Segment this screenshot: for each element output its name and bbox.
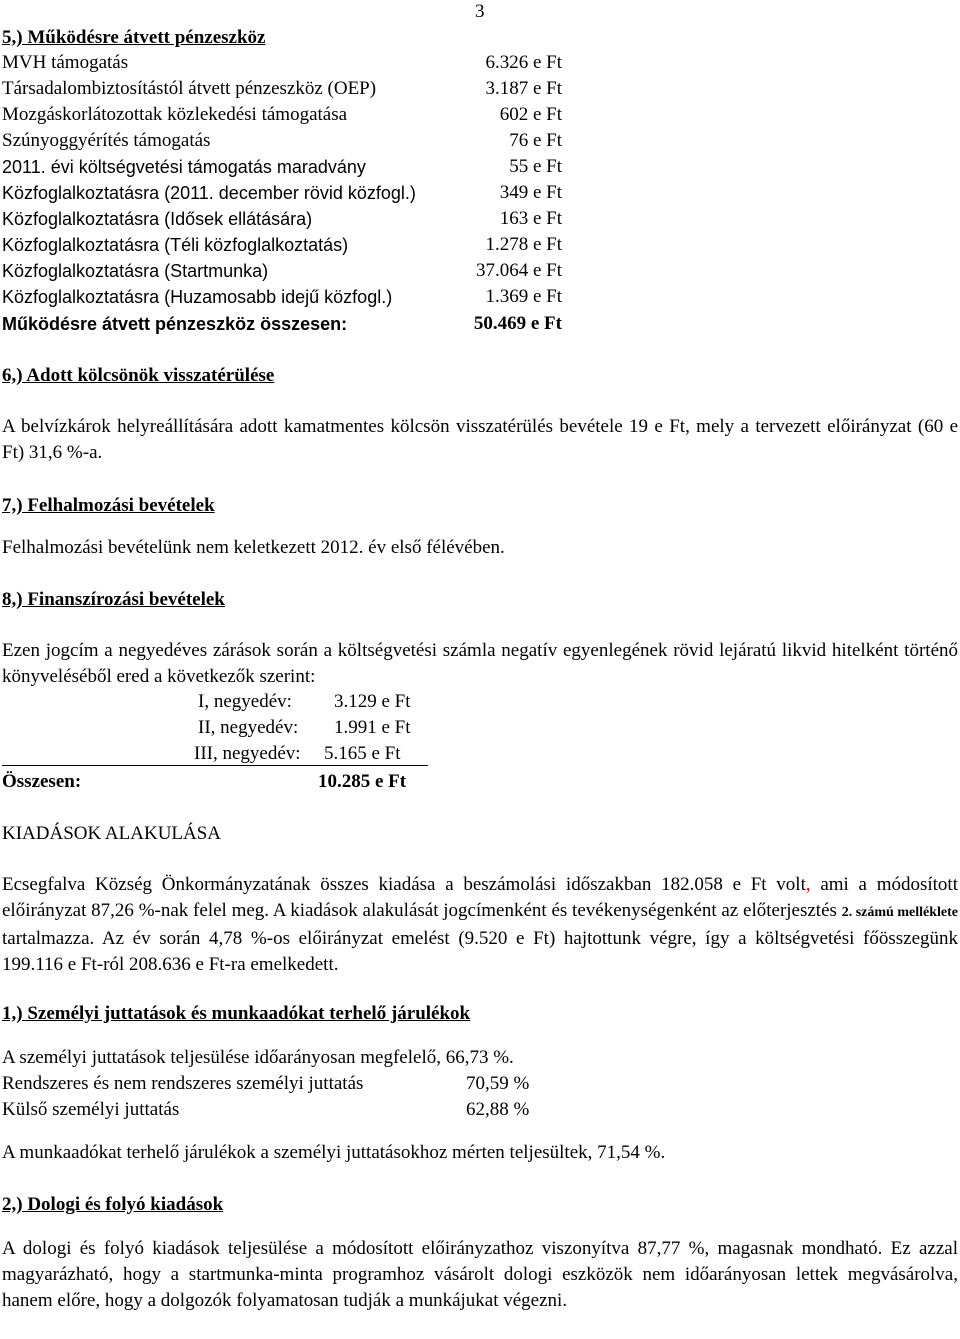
table-row bbox=[2, 102, 562, 128]
expenses-comma: , bbox=[805, 874, 811, 895]
quarter-value: 5.165 e Ft bbox=[324, 743, 401, 764]
row-label: MVH támogatás bbox=[2, 52, 129, 73]
section-8-title: 8,) Finanszírozási bevételek bbox=[2, 589, 225, 610]
quarter-label: I, negyedév: bbox=[198, 691, 292, 712]
row-label: Közfoglalkoztatásra (Téli közfoglalkoztatás) bbox=[2, 235, 349, 255]
table-row bbox=[2, 128, 562, 154]
table-row bbox=[2, 154, 562, 180]
appendix-ref: 2. számú melléklete bbox=[841, 905, 958, 920]
table-row bbox=[2, 206, 562, 232]
table-row bbox=[2, 76, 562, 102]
table-row bbox=[2, 258, 562, 284]
personnel-title: 1,) Személyi juttatások és munkaadókat terhelő járulékok bbox=[2, 1003, 471, 1024]
personnel-row-label: Rendszeres és nem rendszeres személyi juttatás bbox=[2, 1073, 364, 1094]
total-label: Működésre átvett pénzeszköz összesen: bbox=[2, 314, 348, 334]
row-label: Mozgáskorlátozottak közlekedési támogatása bbox=[2, 104, 348, 125]
material-title: 2,) Dologi és folyó kiadások bbox=[2, 1194, 224, 1215]
row-value: 1.278 e Ft bbox=[485, 234, 562, 255]
row-value: 76 e Ft bbox=[509, 130, 562, 151]
sum-divider bbox=[2, 765, 428, 766]
expenses-paragraph bbox=[2, 872, 958, 978]
table-total-row bbox=[2, 311, 562, 337]
table-row bbox=[2, 284, 562, 310]
quarter-value: 3.129 e Ft bbox=[334, 691, 411, 712]
personnel-row-value: 62,88 % bbox=[466, 1099, 530, 1120]
personnel-row-label: Külső személyi juttatás bbox=[2, 1099, 180, 1120]
section-6-title: 6,) Adott kölcsönök visszatérülése bbox=[2, 365, 275, 386]
row-value: 37.064 e Ft bbox=[475, 260, 562, 281]
section-8-text: Ezen jogcím a negyedéves zárások során a költségvetési számla negatív egyenlegének rövid lejáratú likvid hitelként történő könyveléséből ered a következők szerint: bbox=[2, 640, 958, 687]
row-label: Közfoglalkoztatásra (Huzamosabb idejű közfogl.) bbox=[2, 287, 393, 307]
section-7-title: 7,) Felhalmozási bevételek bbox=[2, 495, 215, 516]
quarter-total-label: Összesen: bbox=[2, 771, 82, 792]
personnel-line-2: A munkaadókat terhelő járulékok a személyi juttatásokhoz mérten teljesültek, 71,54 %. bbox=[2, 1142, 666, 1163]
quarter-value: 1.991 e Ft bbox=[334, 717, 411, 738]
personnel-row-value: 70,59 % bbox=[466, 1073, 530, 1094]
table-row bbox=[2, 50, 562, 76]
row-label: 2011. évi költségvetési támogatás maradvány bbox=[2, 157, 366, 177]
row-value: 3.187 e Ft bbox=[485, 78, 562, 99]
section-7-text: Felhalmozási bevételünk nem keletkezett 2012. év első félévében. bbox=[2, 537, 505, 558]
expenses-text-2: ami a módosított előirányzat 87,26 %-nak felel meg. A kiadások alakulását jogcímenként és tevékenységenként az előterjesztés bbox=[2, 874, 958, 921]
row-value: 602 e Ft bbox=[499, 104, 562, 125]
section-5-title: 5,) Működésre átvett pénzeszköz bbox=[2, 27, 266, 48]
personnel-line-1: A személyi juttatások teljesülése időarányosan megfelelő, 66,73 %. bbox=[2, 1047, 514, 1068]
quarter-label: II, negyedév: bbox=[198, 717, 299, 738]
row-label: Közfoglalkoztatásra (Startmunka) bbox=[2, 261, 269, 281]
section-6-text: A belvízkárok helyreállítására adott kamatmentes kölcsön visszatérülés bevétele 19 e Ft, mely a tervezett előirányzat (60 e Ft) 31,6 %-a. bbox=[2, 416, 958, 463]
total-value: 50.469 e Ft bbox=[473, 313, 562, 334]
expenses-text-1: Ecsegfalva Község Önkormányzatának összes kiadása a beszámolási időszakban 182.058 e Ft volt bbox=[2, 874, 806, 895]
row-label: Közfoglalkoztatásra (Idősek ellátására) bbox=[2, 209, 313, 229]
quarter-total-value: 10.285 e Ft bbox=[318, 771, 407, 792]
row-label: Társadalombiztosítástól átvett pénzeszköz (OEP) bbox=[2, 78, 377, 99]
quarter-label: III, negyedév: bbox=[194, 743, 301, 764]
row-label: Közfoglalkoztatásra (2011. december rövid közfogl.) bbox=[2, 183, 416, 203]
expenses-heading: KIADÁSOK ALAKULÁSA bbox=[2, 823, 222, 844]
table-row bbox=[2, 232, 562, 258]
row-value: 55 e Ft bbox=[509, 156, 562, 177]
page-number: 3 bbox=[475, 1, 485, 22]
row-label: Szúnyoggyérítés támogatás bbox=[2, 130, 211, 151]
row-value: 1.369 e Ft bbox=[485, 286, 562, 307]
expenses-text-3: tartalmazza. Az év során 4,78 %-os előirányzat emelést (9.520 e Ft) hajtottunk végre, így a költségvetési főösszegünk 199.116 e Ft-ról 208.636 e Ft-ra emelkedett. bbox=[2, 928, 958, 975]
row-value: 6.326 e Ft bbox=[485, 52, 562, 73]
material-text: A dologi és folyó kiadások teljesülése a módosított előirányzathoz viszonyítva 87,77 %, magasnak mondható. Ez azzal magyarázható, hogy a startmunka-minta programhoz vásárolt dologi eszközök nem időarányosan lettek megvásárolva, hanem előre, hogy a dolgozók folyamatosan tudják a munkájukat végezni. bbox=[2, 1238, 958, 1311]
table-row bbox=[2, 180, 562, 206]
row-value: 163 e Ft bbox=[499, 208, 562, 229]
row-value: 349 e Ft bbox=[499, 182, 562, 203]
